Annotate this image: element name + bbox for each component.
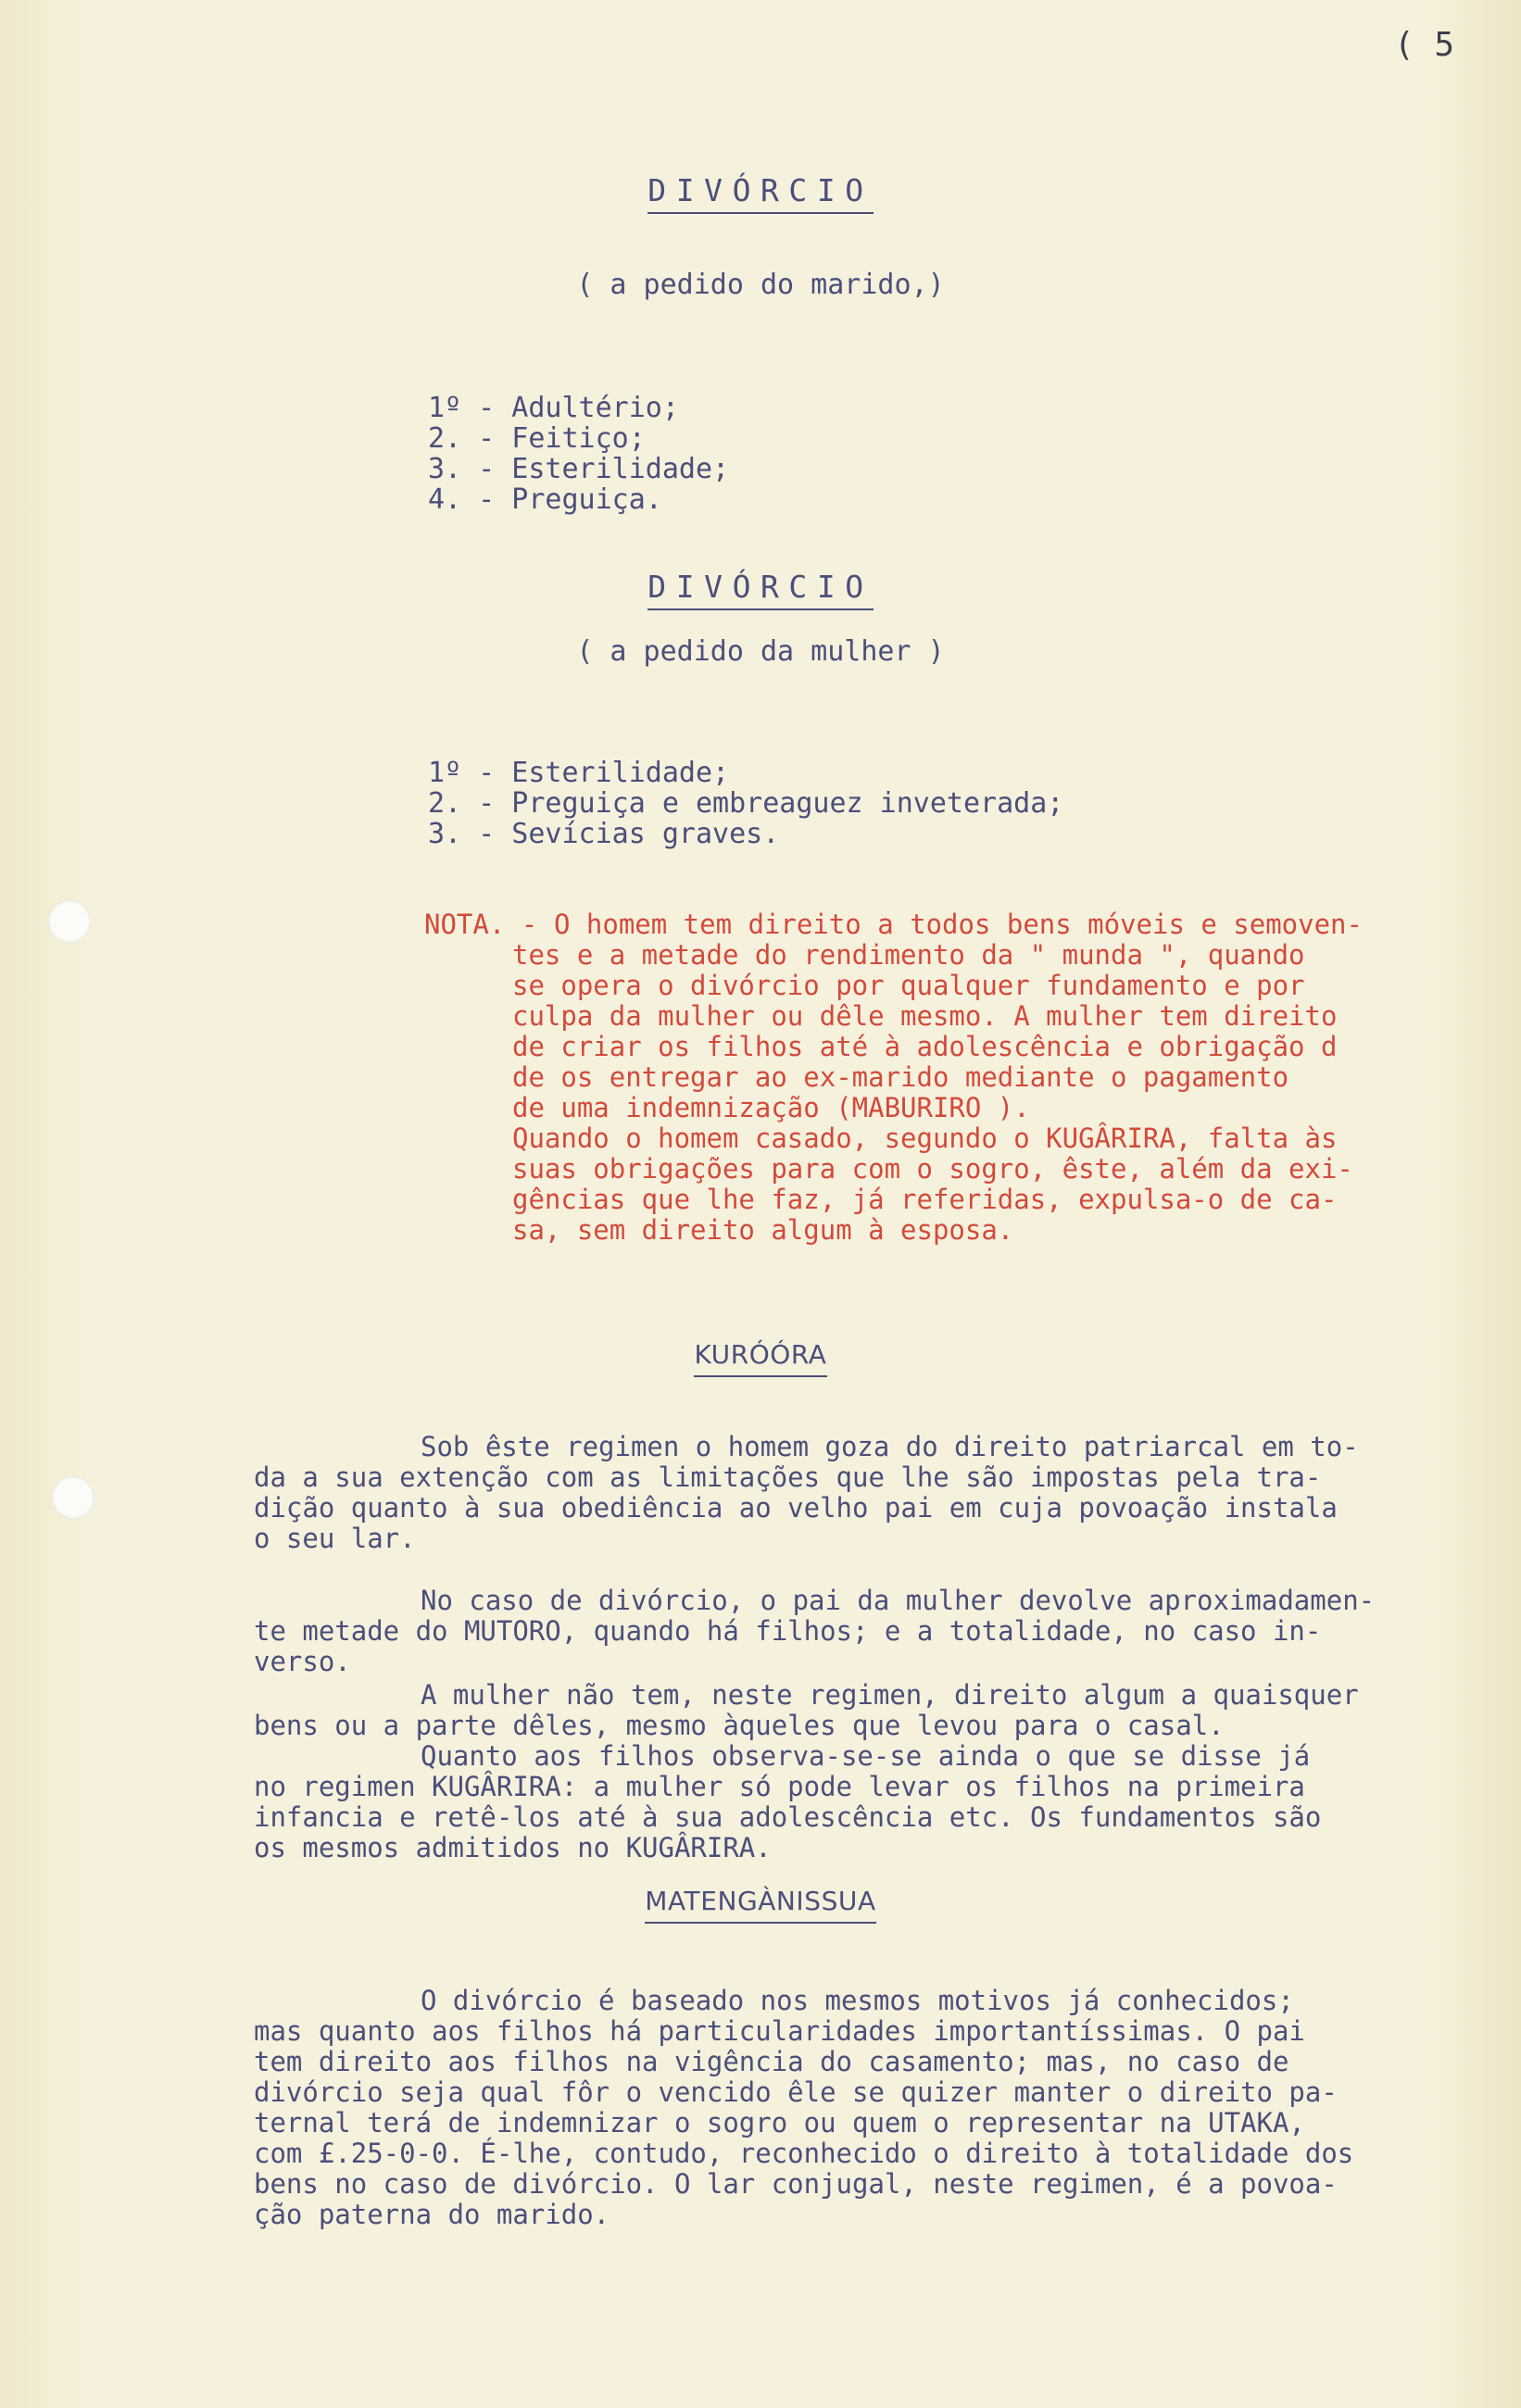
punch-hole-bottom <box>52 1476 94 1519</box>
nota-line: de criar os filhos até à adolescência e obrigação d <box>512 1031 1338 1062</box>
list-item: 3. - Esterilidade; <box>428 453 730 485</box>
kuroora-paragraph-2 <box>254 1586 1504 1677</box>
text-line: o seu lar. <box>254 1523 416 1554</box>
nota-line: gências que lhe faz, já referidas, expulsa-o de ca- <box>512 1184 1338 1215</box>
nota-body <box>512 909 1517 1246</box>
heading-divorcio-mulher <box>0 569 1521 605</box>
list-item: 2. - Feitiço; <box>428 422 646 455</box>
text-line: bens no caso de divórcio. O lar conjugal, neste regimen, é a povoa- <box>254 2168 1338 2200</box>
nota-line: sa, sem direito algum à esposa. <box>512 1214 1014 1246</box>
nota-line: culpa da mulher ou dêle mesmo. A mulher tem direito <box>512 1000 1338 1032</box>
text-line: Sob êste regimen o homem goza do direito patriarcal em to- <box>421 1431 1359 1462</box>
text-line: Quanto aos filhos observa-se-se ainda o que se disse já <box>421 1740 1311 1772</box>
nota-line: suas obrigações para com o sogro, êste, além da exi- <box>512 1153 1353 1185</box>
text-line: No caso de divórcio, o pai da mulher devolve aproximadamen- <box>421 1585 1376 1616</box>
heading-matenganissua <box>0 1886 1521 1916</box>
nota-line: se opera o divórcio por qualquer fundamento e por <box>512 970 1305 1001</box>
text-line: da a sua extenção com as limitações que lhe são impostas pela tra- <box>254 1461 1322 1493</box>
text-line: os mesmos admitidos no KUGÂRIRA. <box>254 1832 772 1863</box>
nota-label: NOTA. - <box>424 909 538 940</box>
text-line: bens ou a parte dêles, mesmo àqueles que levou para o casal. <box>254 1710 1225 1741</box>
list-item: 1º - Esterilidade; <box>428 757 730 789</box>
text-line: tem direito aos filhos na vigência do casamento; mas, no caso de <box>254 2046 1289 2077</box>
text-line: mas quanto aos filhos há particularidades importantíssimas. O pai <box>254 2015 1305 2047</box>
list-item: 3. - Sevícias graves. <box>428 818 780 850</box>
subtitle-mulher: ( a pedido da mulher ) <box>576 635 945 668</box>
heading-text: MATENGÀNISSUA <box>645 1886 875 1924</box>
list-item: 1º - Adultério; <box>428 392 679 424</box>
kuroora-paragraph-3 <box>254 1680 1504 1741</box>
page-number: ( 5 <box>1393 26 1454 64</box>
nota-line: tes e a metade do rendimento da " munda ", quando <box>512 939 1305 971</box>
list-motivos-mulher <box>428 758 1063 849</box>
punch-hole-top <box>48 900 91 943</box>
heading-kuroora <box>0 1339 1521 1370</box>
heading-divorcio-marido <box>0 172 1521 208</box>
text-line: divórcio seja qual fôr o vencido êle se quizer manter o direito pa- <box>254 2076 1338 2108</box>
heading-text: KURÓÓRA <box>694 1339 826 1377</box>
text-line: ção paterna do marido. <box>254 2199 610 2230</box>
kuroora-paragraph-1 <box>254 1432 1504 1554</box>
subtitle-marido: ( a pedido do marido,) <box>576 269 945 301</box>
text-line: te metade do MUTORO, quando há filhos; e a totalidade, no caso in- <box>254 1615 1322 1647</box>
matenganissua-paragraph <box>254 1986 1504 2230</box>
nota-line: de os entregar ao ex-marido mediante o pagamento <box>512 1061 1289 1093</box>
text-line: com £.25-0-0. É-lhe, contudo, reconhecido o direito à totalidade dos <box>254 2138 1354 2169</box>
text-line: verso. <box>254 1646 351 1677</box>
text-line: O divórcio é baseado nos mesmos motivos já conhecidos; <box>421 1985 1294 2016</box>
nota-line: Quando o homem casado, segundo o KUGÂRIRA, falta às <box>512 1122 1338 1154</box>
text-line: A mulher não tem, neste regimen, direito algum a quaisquer <box>421 1679 1359 1711</box>
text-line: no regimen KUGÂRIRA: a mulher só pode levar os filhos na primeira <box>254 1771 1305 1802</box>
list-item: 2. - Preguiça e embreaguez inveterada; <box>428 787 1064 820</box>
heading-text: DIVÓRCIO <box>647 172 873 214</box>
text-line: dição quanto à sua obediência ao velho pai em cuja povoação instala <box>254 1492 1338 1524</box>
text-line: ternal terá de indemnizar o sogro ou quem o representar na UTAKA, <box>254 2107 1305 2138</box>
nota-line: de uma indemnização (MABURIRO ). <box>512 1092 1030 1123</box>
text-line: infancia e retê-los até à sua adolescência etc. Os fundamentos são <box>254 1801 1322 1833</box>
nota-line: O homem tem direito a todos bens móveis e semoven- <box>554 909 1363 940</box>
list-motivos-marido <box>428 393 729 515</box>
heading-text: DIVÓRCIO <box>647 569 873 610</box>
list-item: 4. - Preguiça. <box>428 483 662 516</box>
kuroora-paragraph-4 <box>254 1741 1504 1863</box>
